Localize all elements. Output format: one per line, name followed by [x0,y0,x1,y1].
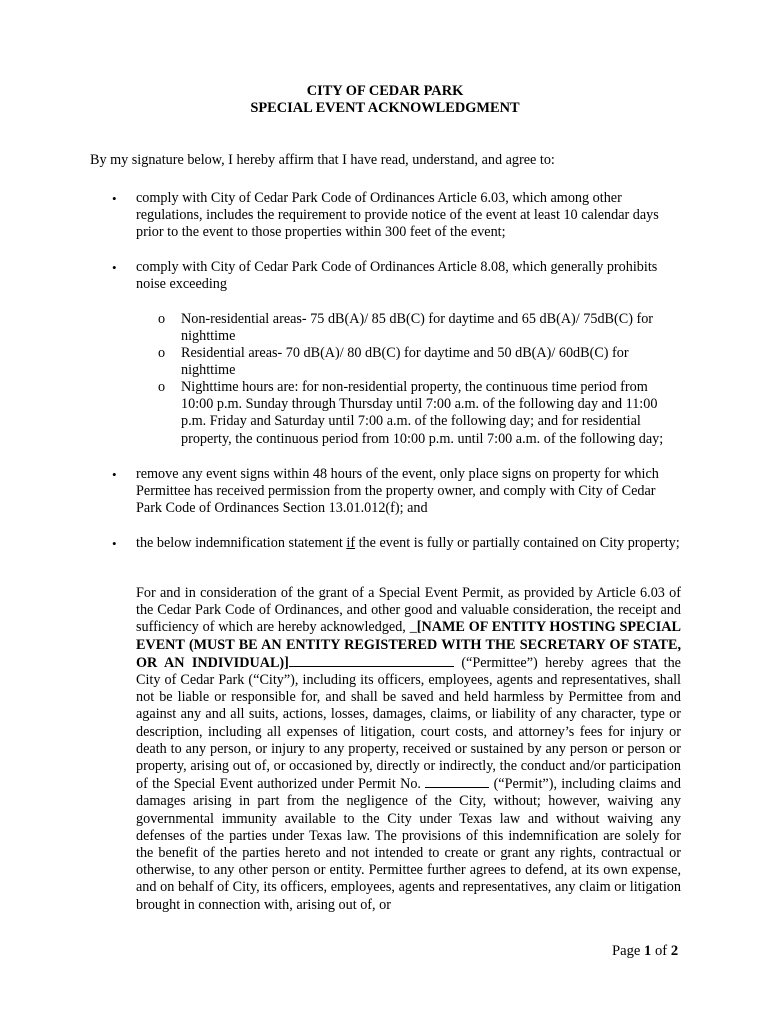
sub-bullet-icon: o [158,345,166,361]
intro-statement: By my signature below, I hereby affirm that I have read, understand, and agree to: [90,152,555,168]
sub-bullet-icon: o [158,379,166,395]
sub-list-item-text: Nighttime hours are: for non-residential property, the continuous time period from 10:00 p.m. Sunday through Thursday until 7:00 a.m. of the following day and 11:00 p.m. Friday and Saturday until 7:00 a.m. of the following day; and for residential property, the continuous period from 10:00 p.m. until 7:00 a.m. of the following day; [181,379,664,447]
bullet-icon: • [112,191,117,206]
sub-list-item-text: Non-residential areas- 75 dB(A)/ 85 dB(C) for daytime and 65 dB(A)/ 75dB(C) for nighttime [181,311,654,345]
document-title: CITY OF CEDAR PARK [306,83,464,99]
entity-name-placeholder: [NAME OF ENTITY HOSTING SPECIAL EVENT (MUST BE AN ENTITY REGISTERED WITH THE SECRETARY OF STATE, OR AN INDIVIDUAL)] [136,619,681,671]
indemnification-statement: For and in consideration of the grant of a Special Event Permit, as provided by Article 6.03 of the Cedar Park Code of Ordinances, and other good and valuable consideration, the receipt and sufficiency of which are hereby acknowledged, _[NAME OF ENTITY HOSTING SPECIAL EVENT (MUST BE AN ENTITY REGISTERED WITH THE SECRETARY OF STATE, OR AN INDIVIDUAL)] (“Permittee”) hereby agrees that the City of Cedar Park (“City”), including its officers, employees, agents and representatives, shall not be liable or responsible for, and shall be saved and held harmless by Permittee from and against any and all suits, actions, losses, damages, claims, or liability of any character, type or description, including all expenses of litigation, court costs, and attorney’s fees for injury or death to any person, or injury to any property, received or sustained by any person or person or property, arising out of, or occasioned by, directly or indirectly, the conduct and/or participation of the Special Event authorized under Permit No. (“Permit”), including claims and damages arising in part from the negligence of the City, without; however, waiving any governmental immunity available to the City under Texas law and without waiving any defenses of the parties under Texas law. The provisions of this indemnification are solely for the benefit of the parties hereto and not intended to create or grant any rights, contractual or otherwise, to any other person or entity. Permittee further agrees to defend, at its own expense, and on behalf of City, its officers, employees, agents and representatives, any claim or litigation brought in connection with, arising out of, or [136,585,681,913]
bullet-icon: • [112,467,117,482]
sub-list-item-text: Residential areas- 70 dB(A)/ 80 dB(C) for daytime and 50 dB(A)/ 60dB(C) for nighttime [181,345,629,379]
emphasis-if: if [346,535,356,551]
permit-number-blank[interactable] [425,775,489,788]
list-item-text: remove any event signs within 48 hours of the event, only place signs on property for which Permittee has received permission from the property owner, and comply with City of Cedar Park Code of Ordinances Section 13.01.012(f); and [136,466,659,517]
sub-bullet-icon: o [158,311,166,327]
bullet-icon: • [112,536,117,551]
list-item-text: the below indemnification statement if the event is fully or partially contained on City property; [136,535,680,551]
bullet-icon: • [112,260,117,275]
page-number: Page 1 of 2 [612,943,679,959]
entity-name-blank[interactable] [289,654,454,667]
list-item-text: comply with City of Cedar Park Code of Ordinances Article 6.03, which among other regulations, includes the requirement to provide notice of the event at least 10 calendar days prior to the event to those properties within 300 feet of the event; [136,190,659,241]
document-subtitle: SPECIAL EVENT ACKNOWLEDGMENT [250,100,520,116]
list-item-text: comply with City of Cedar Park Code of Ordinances Article 8.08, which generally prohibits noise exceeding [136,259,658,293]
